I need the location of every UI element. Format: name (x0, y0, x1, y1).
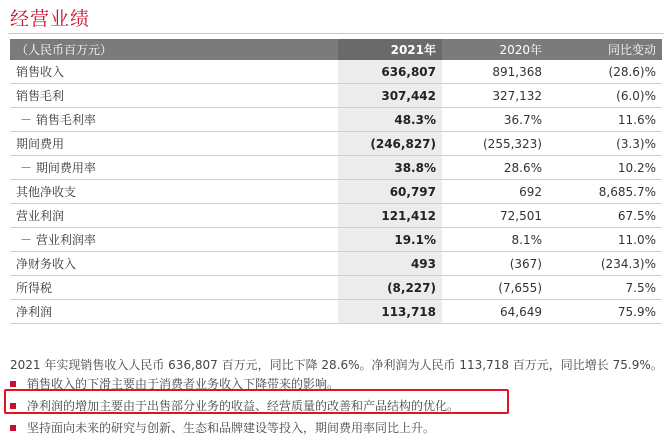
value-2020: 8.1% (442, 228, 548, 252)
value-2021: (8,227) (338, 276, 442, 300)
bullet-item-3 (10, 419, 435, 436)
row-label: － 营业利润率 (10, 228, 338, 252)
value-2020: (367) (442, 252, 548, 276)
row-label: 其他净收支 (10, 180, 338, 204)
table-row (10, 204, 662, 228)
value-change: 7.5% (548, 276, 662, 300)
value-change: (6.0)% (548, 84, 662, 108)
value-change: (234.3)% (548, 252, 662, 276)
value-change: 10.2% (548, 156, 662, 180)
value-2020: (255,323) (442, 132, 548, 156)
value-change: 67.5% (548, 204, 662, 228)
row-label: － 期间费用率 (10, 156, 338, 180)
value-2020: 692 (442, 180, 548, 204)
financial-results-table (10, 39, 662, 324)
bullet-text: 净利润的增加主要由于出售部分业务的收益、经营质量的改善和产品结构的优化。 (27, 399, 460, 413)
highlight-annotation-box (4, 389, 509, 414)
row-label: 销售收入 (10, 60, 338, 84)
value-change: 8,685.7% (548, 180, 662, 204)
value-2021: 636,807 (338, 60, 442, 84)
bullet-square-icon (10, 381, 16, 387)
row-label: 期间费用 (10, 132, 338, 156)
title-divider (8, 33, 664, 34)
table-row (10, 276, 662, 300)
value-2021: 60,797 (338, 180, 442, 204)
row-label: 净利润 (10, 300, 338, 324)
value-2021: 121,412 (338, 204, 442, 228)
value-change: (3.3)% (548, 132, 662, 156)
value-2021: (246,827) (338, 132, 442, 156)
row-label: 营业利润 (10, 204, 338, 228)
table-row (10, 300, 662, 324)
header-2020: 2020年 (442, 39, 548, 60)
value-2020: (7,655) (442, 276, 548, 300)
value-2021: 307,442 (338, 84, 442, 108)
value-2020: 64,649 (442, 300, 548, 324)
header-unit: （人民币百万元） (10, 39, 338, 60)
value-change: 75.9% (548, 300, 662, 324)
value-change: 11.6% (548, 108, 662, 132)
value-2020: 72,501 (442, 204, 548, 228)
value-2020: 36.7% (442, 108, 548, 132)
value-2021: 493 (338, 252, 442, 276)
table-row (10, 228, 662, 252)
bullet-text: 销售收入的下滑主要由于消费者业务收入下降带来的影响。 (27, 377, 340, 391)
value-2020: 327,132 (442, 84, 548, 108)
summary-text: 2021 年实现销售收入人民币 636,807 百万元，同比下降 28.6%。净利润为人民币 113,718 百万元，同比增长 75.9%。 (10, 358, 663, 372)
table-body (10, 60, 662, 324)
bullet-text: 坚持面向未来的研究与创新、生态和品牌建设等投入，期间费用率同比上升。 (27, 421, 436, 435)
table-row (10, 180, 662, 204)
bullet-square-icon (10, 425, 16, 431)
value-2021: 19.1% (338, 228, 442, 252)
section-title: 经营业绩 (10, 8, 91, 30)
value-2020: 891,368 (442, 60, 548, 84)
table-row (10, 132, 662, 156)
header-change: 同比变动 (548, 39, 662, 60)
value-change: 11.0% (548, 228, 662, 252)
row-label: 销售毛利 (10, 84, 338, 108)
row-label: 所得税 (10, 276, 338, 300)
table-row (10, 156, 662, 180)
row-label: 净财务收入 (10, 252, 338, 276)
value-2021: 48.3% (338, 108, 442, 132)
value-2020: 28.6% (442, 156, 548, 180)
value-2021: 113,718 (338, 300, 442, 324)
value-2021: 38.8% (338, 156, 442, 180)
table-row (10, 252, 662, 276)
table-row (10, 60, 662, 84)
header-2021: 2021年 (338, 39, 442, 60)
row-label: － 销售毛利率 (10, 108, 338, 132)
table-row (10, 108, 662, 132)
value-change: (28.6)% (548, 60, 662, 84)
table-header-row (10, 39, 662, 60)
table-row (10, 84, 662, 108)
